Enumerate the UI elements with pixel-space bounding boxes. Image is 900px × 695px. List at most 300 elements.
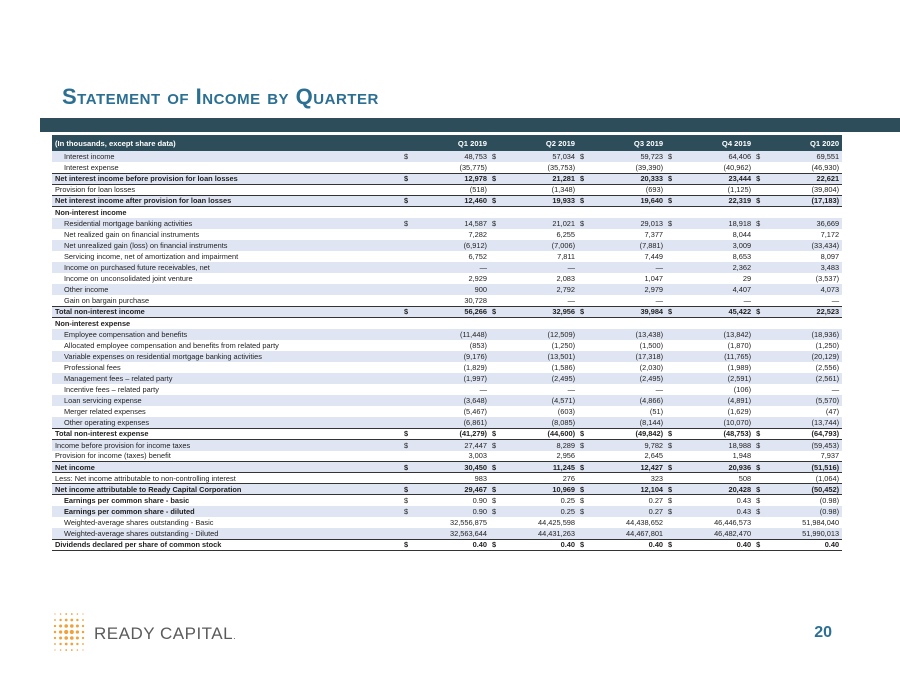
logo-dot [76,643,78,645]
currency-symbol [402,251,416,262]
cell-value: (1,586) [551,362,576,372]
row-label: Weighted-average shares outstanding - Diluted [64,528,219,538]
currency-symbol: $ [668,218,673,228]
row-label: Net interest income before provision for loan losses [55,174,238,184]
cell-value: 46,482,470 [714,528,752,538]
row-label: Gain on bargain purchase [64,296,150,306]
currency-symbol: $ [492,507,497,517]
cell-value: 6,255 [556,229,576,239]
cell-value: 20,428 [728,484,752,494]
currency-symbol [490,162,504,173]
row-label: Weighted-average shares outstanding - Basic [64,518,214,528]
cell-value: (1,250) [815,340,840,350]
cell-value: — [567,385,576,395]
cell-value [768,206,842,217]
cell-value: (1,250) [551,340,576,350]
currency-symbol [666,451,680,462]
cell-value: (2,030) [639,362,664,372]
currency-symbol [402,262,416,273]
cell-value: 69,551 [816,152,840,162]
currency-symbol [490,351,504,362]
currency-symbol: $ [404,540,409,550]
logo-dot [82,619,84,621]
logo-dot [71,649,73,651]
currency-symbol [490,273,504,284]
logo-dot [65,643,68,646]
cell-value: (12,509) [547,329,576,339]
cell-value: (603) [557,407,576,417]
cell-value: 3,009 [732,240,752,250]
table-row [52,340,842,351]
cell-value: (5,570) [815,396,840,406]
logo-dot [76,630,79,633]
cell-value: 4,073 [820,285,840,295]
cell-value: 1,948 [732,451,752,461]
logo-dot [60,613,62,615]
currency-symbol [754,528,768,539]
cell-value: 508 [738,473,752,483]
cell-value: 10,969 [552,484,576,494]
currency-symbol: $ [404,484,409,494]
currency-symbol [402,528,416,539]
currency-symbol [754,295,768,306]
currency-symbol [754,329,768,340]
row-label: Management fees – related party [64,373,173,383]
currency-symbol [754,206,768,217]
table-row [52,484,842,495]
currency-symbol [666,373,680,384]
table-row [52,473,842,484]
logo-dot [70,643,73,646]
currency-symbol: $ [580,196,585,206]
currency-symbol [402,273,416,284]
cell-value: 8,289 [556,440,576,450]
currency-symbol [490,417,504,428]
cell-value: 0.40 [824,540,840,550]
currency-symbol [754,229,768,240]
cell-value: (0.98) [819,496,840,506]
brand-name [94,624,236,644]
logo-dot [54,625,56,627]
currency-symbol [666,273,680,284]
cell-value: (1,829) [463,362,488,372]
logo-dot [59,643,61,645]
cell-value: 323 [650,473,664,483]
currency-symbol [754,417,768,428]
cell-value [504,317,578,328]
table-row [52,539,842,550]
currency-symbol [490,395,504,406]
currency-symbol [666,240,680,251]
currency-symbol [578,262,592,273]
currency-symbol [754,406,768,417]
currency-symbol [402,240,416,251]
cell-value: (853) [469,340,488,350]
currency-symbol [402,329,416,340]
logo-dot [71,613,73,615]
currency-symbol [666,384,680,395]
currency-symbol: $ [404,174,409,184]
currency-symbol: $ [580,440,585,450]
cell-value: 29,467 [464,484,488,494]
currency-symbol: $ [404,507,409,517]
table-row [52,395,842,406]
currency-symbol: $ [756,174,761,184]
cell-value [592,317,666,328]
logo-dot [54,631,57,634]
currency-symbol [578,517,592,528]
cell-value: 29,013 [640,218,664,228]
cell-value: — [831,296,840,306]
currency-symbol: $ [492,540,497,550]
currency-symbol [754,451,768,462]
cell-value: 2,362 [732,262,752,272]
table-row [52,229,842,240]
cell-value: — [479,385,488,395]
currency-symbol [402,384,416,395]
column-header-q2-2019: Q2 2019 [545,138,576,148]
table-row [52,384,842,395]
currency-symbol [666,206,680,217]
cell-value: 7,937 [820,451,840,461]
cell-value: 900 [474,285,488,295]
column-header-q1-2019: Q1 2019 [457,138,488,148]
cell-value [680,317,754,328]
row-label: Incentive fees – related party [64,385,159,395]
currency-symbol: $ [756,507,761,517]
currency-symbol [754,473,768,484]
currency-symbol [490,406,504,417]
currency-symbol [754,517,768,528]
cell-value: (13,842) [723,329,752,339]
cell-value: 21,021 [552,218,576,228]
cell-value: (1,500) [639,340,664,350]
currency-symbol [490,451,504,462]
logo-dot [64,636,68,640]
currency-symbol [402,406,416,417]
table-row [52,184,842,195]
currency-symbol [490,517,504,528]
currency-symbol [754,273,768,284]
cell-value: (20,129) [811,351,840,361]
cell-value: — [743,296,752,306]
brand-mark: . [233,631,237,641]
currency-symbol [666,162,680,173]
logo-dot [76,624,79,627]
currency-symbol [754,395,768,406]
currency-symbol [402,373,416,384]
currency-symbol [578,528,592,539]
cell-value: 8,653 [732,251,752,261]
cell-value: (1,997) [463,373,488,383]
cell-value: (4,891) [727,396,752,406]
currency-symbol: $ [580,496,585,506]
currency-symbol [578,373,592,384]
cell-value: 27,447 [464,440,488,450]
table-row [52,195,842,206]
currency-symbol: $ [580,174,585,184]
currency-symbol [578,473,592,484]
logo-dot [60,649,62,651]
cell-value: 4,407 [732,285,752,295]
currency-symbol [402,362,416,373]
cell-value: (2,591) [727,373,752,383]
cell-value: 983 [474,473,488,483]
currency-symbol [490,229,504,240]
currency-symbol: $ [404,496,409,506]
currency-symbol [666,395,680,406]
cell-value: 0.27 [648,507,664,517]
cell-value: (3,537) [815,274,840,284]
cell-value: 276 [562,473,576,483]
logo-dot [59,630,62,633]
table-row [52,162,842,173]
page-title: Statement of Income by Quarter [62,84,379,109]
currency-symbol [754,373,768,384]
cell-value: 51,984,040 [802,518,840,528]
currency-symbol [402,206,416,217]
cell-value: 0.43 [736,507,752,517]
currency-symbol [490,284,504,295]
table-row [52,495,842,506]
currency-symbol: $ [668,496,673,506]
logo-dot [76,619,78,621]
cell-value: 20,936 [728,462,752,472]
currency-symbol [754,384,768,395]
currency-symbol [490,473,504,484]
table-row [52,451,842,462]
currency-symbol: $ [580,484,585,494]
cell-value: 12,104 [640,484,664,494]
logo-dot [65,619,68,622]
logo-dot [54,643,56,645]
logo-dot [70,624,74,628]
cell-value: 3,003 [468,451,488,461]
logo-dot [70,636,74,640]
currency-symbol [666,329,680,340]
table-row [52,373,842,384]
currency-symbol: $ [492,196,497,206]
cell-value: 22,319 [728,196,752,206]
cell-value: (10,070) [723,418,752,428]
currency-symbol [402,295,416,306]
cell-value: (35,775) [459,162,488,172]
cell-value: (4,866) [639,396,664,406]
cell-value: 2,083 [556,274,576,284]
cell-value: (47) [825,407,840,417]
currency-symbol: $ [668,152,673,162]
cell-value: 7,377 [644,229,664,239]
currency-symbol [666,528,680,539]
logo-dot [59,624,62,627]
row-label: Non-interest income [55,207,127,217]
cell-value: 0.40 [648,540,664,550]
logo-dot [70,630,74,634]
table-row [52,351,842,362]
cell-value: (8,144) [639,418,664,428]
row-label: Other operating expenses [64,418,150,428]
logo-dot [54,637,56,639]
table-body [52,151,842,550]
currency-symbol [666,517,680,528]
currency-symbol [402,395,416,406]
currency-symbol: $ [492,307,497,317]
row-label: Net unrealized gain (loss) on financial instruments [64,240,228,250]
column-header-q4-2019: Q4 2019 [721,138,752,148]
currency-symbol [578,329,592,340]
cell-value: 6,752 [468,251,488,261]
table-row [52,462,842,473]
logo-dot [77,649,79,651]
row-label: Interest expense [64,162,119,172]
currency-symbol: $ [492,152,497,162]
currency-symbol: $ [492,429,497,439]
cell-value: 32,563,644 [450,528,488,538]
cell-value: (1,125) [727,185,752,195]
cell-value: 22,523 [816,307,840,317]
logo-dot [82,637,84,639]
logo-dot [59,619,61,621]
currency-symbol [490,206,504,217]
logo-dot [59,636,62,639]
cell-value: — [831,385,840,395]
currency-symbol [490,340,504,351]
currency-symbol: $ [756,307,761,317]
cell-value: (49,842) [635,429,664,439]
cell-value: (5,467) [463,407,488,417]
cell-value: (1,629) [727,407,752,417]
column-header-q3-2019: Q3 2019 [633,138,664,148]
row-label: Other income [64,285,109,295]
cell-value: (7,006) [551,240,576,250]
cell-value [416,206,490,217]
currency-symbol: $ [492,440,497,450]
currency-symbol: $ [756,540,761,550]
currency-symbol: $ [580,540,585,550]
currency-symbol: $ [756,152,761,162]
cell-value: 48,753 [464,152,488,162]
row-label: Employee compensation and benefits [64,329,188,339]
logo-dot [54,649,55,650]
cell-value: 0.40 [560,540,576,550]
table-row [52,406,842,417]
currency-symbol [402,473,416,484]
currency-symbol [666,262,680,273]
table-row [52,417,842,428]
currency-symbol: $ [668,540,673,550]
cell-value: 29 [742,274,752,284]
cell-value: 36,669 [816,218,840,228]
currency-symbol [666,317,680,328]
table-row [52,251,842,262]
currency-symbol [578,284,592,295]
cell-value: 1,047 [644,274,664,284]
currency-symbol [402,351,416,362]
cell-value: (11,765) [724,351,752,361]
logo-dot [82,625,84,627]
cell-value: 22,621 [816,174,840,184]
currency-symbol [754,340,768,351]
table-row [52,306,842,317]
currency-symbol: $ [580,429,585,439]
table-row [52,428,842,439]
currency-symbol [490,184,504,195]
currency-symbol [578,406,592,417]
row-label: Total non-interest expense [55,429,149,439]
cell-value: (13,501) [547,351,576,361]
cell-value: (1,989) [727,362,752,372]
currency-symbol [578,229,592,240]
currency-symbol: $ [404,196,409,206]
cell-value: 56,266 [464,307,488,317]
cell-value: 44,425,598 [538,518,576,528]
currency-symbol [402,317,416,328]
currency-symbol: $ [756,496,761,506]
cell-value: 30,450 [464,462,488,472]
currency-symbol: $ [492,174,497,184]
cell-value: 8,044 [732,229,752,239]
cell-value: 19,640 [640,196,664,206]
currency-symbol [754,284,768,295]
table-row [52,439,842,450]
currency-symbol [666,229,680,240]
table-header-label: (In thousands, except share data) [55,138,176,148]
cell-value: (11,448) [460,329,488,339]
table-row [52,206,842,217]
currency-symbol [402,451,416,462]
currency-symbol [666,184,680,195]
cell-value: (39,390) [635,162,664,172]
cell-value: 0.27 [648,496,664,506]
cell-value: 57,034 [552,152,576,162]
currency-symbol: $ [404,440,409,450]
cell-value: 9,782 [644,440,664,450]
currency-symbol [490,362,504,373]
logo-dot [64,630,68,634]
cell-value: (51) [649,407,664,417]
currency-symbol: $ [404,152,409,162]
currency-symbol: $ [668,440,673,450]
logo-dot [76,636,79,639]
row-label: Dividends declared per share of common stock [55,540,222,550]
cell-value: (8,085) [551,418,576,428]
cell-value: 0.40 [736,540,752,550]
cell-value: (2,556) [815,362,840,372]
row-label: Total non-interest income [55,307,145,317]
title-divider-bar [40,118,900,132]
logo-dot [54,619,56,621]
income-statement-table [52,135,842,551]
cell-value: — [655,385,664,395]
currency-symbol: $ [580,152,585,162]
currency-symbol [402,229,416,240]
cell-value: (693) [645,185,664,195]
cell-value: (7,881) [639,240,664,250]
currency-symbol: $ [580,218,585,228]
cell-value: 0.90 [472,496,488,506]
cell-value: 44,467,801 [626,528,664,538]
currency-symbol [666,251,680,262]
row-label: Income on unconsolidated joint venture [64,274,193,284]
currency-symbol [578,240,592,251]
table-row [52,528,842,539]
cell-value: (40,962) [723,162,752,172]
cell-value: 0.40 [472,540,488,550]
cell-value: (17,318) [635,351,664,361]
table-header-row [52,135,842,151]
cell-value [680,206,754,217]
cell-value: — [655,296,664,306]
